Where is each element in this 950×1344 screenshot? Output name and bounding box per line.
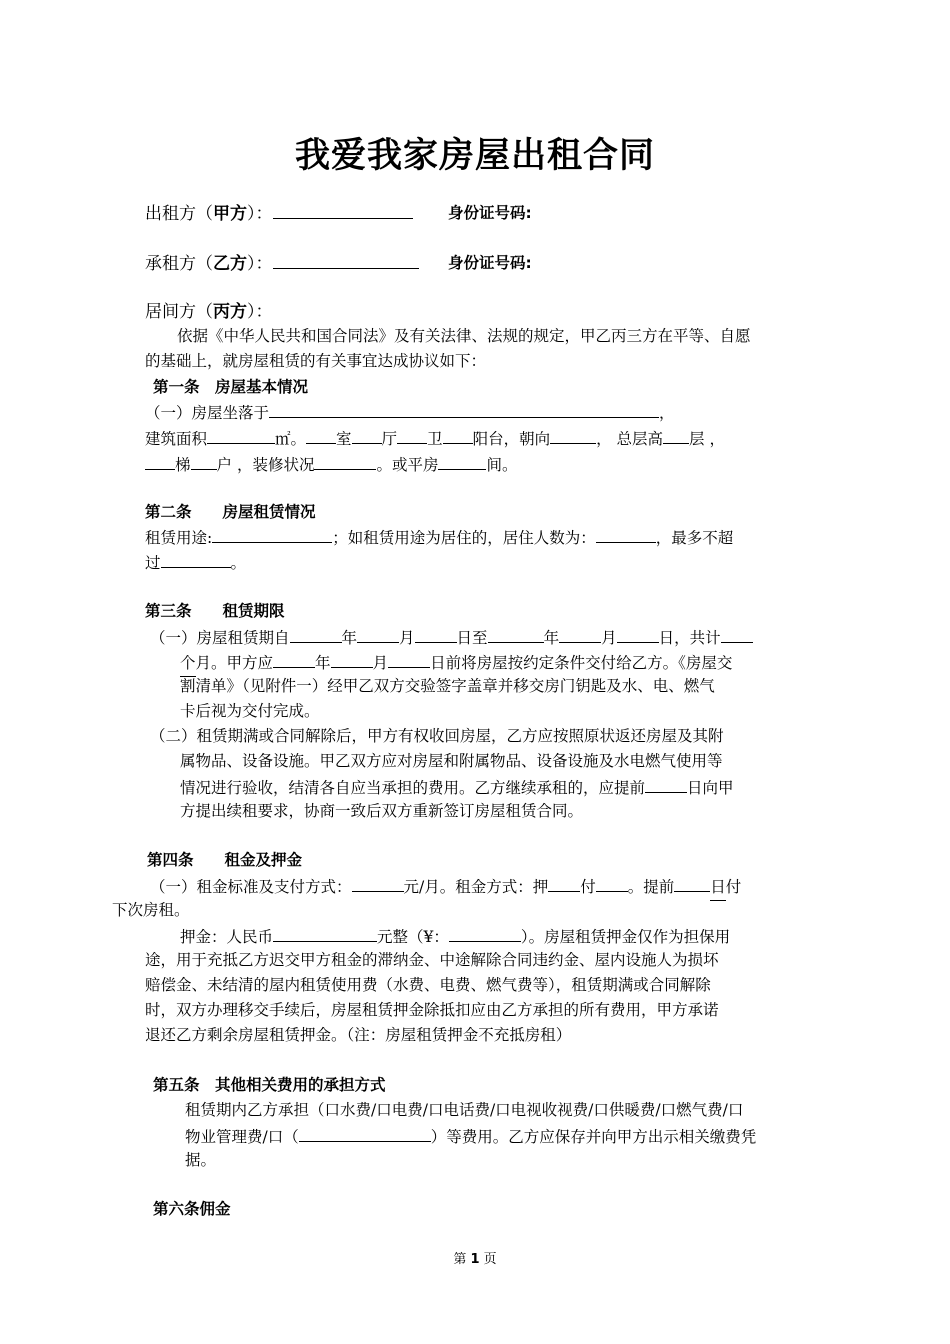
article-4-line-2: 下次房租。: [112, 901, 190, 919]
page-footer: 第 1 页: [453, 1252, 497, 1267]
deposit-figure-blank[interactable]: [449, 923, 521, 942]
units-blank[interactable]: [191, 451, 217, 470]
elevators-blank[interactable]: [145, 451, 175, 470]
start-year-blank[interactable]: [290, 624, 342, 643]
floors-blank[interactable]: [663, 425, 689, 444]
article-5-line-2: 物业管理费/口（ ）等费用。乙方应保存并向甲方出示相关缴费凭: [185, 1123, 756, 1150]
article-5-heading: 第五条 其他相关费用的承担方式: [153, 1076, 386, 1094]
end-day-blank[interactable]: [617, 624, 659, 643]
article-3-p1-line-1: （一）房屋租赁期自 年 月 日至 年 月 日，共计: [150, 624, 753, 651]
address-blank[interactable]: [269, 399, 659, 418]
article-4-line-6: 时，双方办理移交手续后，房屋租赁押金除抵扣应由乙方承担的所有费用，甲方承诺: [145, 1001, 719, 1019]
article-3-p1-line-3: 割清单》（见附件一）经甲乙双方交验签字盖章并移交房门钥匙及水、电、燃气: [180, 677, 715, 695]
baths-blank[interactable]: [397, 425, 427, 444]
area-blank[interactable]: [207, 425, 275, 444]
article-6-heading: 第六条佣金: [153, 1200, 231, 1218]
renewal-days-blank[interactable]: [645, 774, 687, 793]
article-2-line-2: 过 。: [145, 549, 246, 576]
article-4-heading: 第四条 租金及押金: [147, 851, 303, 869]
document-title: 我爱我家房屋出租合同: [294, 136, 655, 176]
intro-line-1: 依据《中华人民共和国合同法》及有关法律、法规的规定，甲乙丙三方在平等、自愿: [177, 327, 751, 345]
lessee-id-label: 身份证号码:: [448, 254, 532, 272]
article-3-p2-line-4: 方提出续租要求，协商一致后双方重新签订房屋租赁合同。: [180, 802, 584, 820]
lessor-id-label: 身份证号码:: [448, 204, 532, 222]
article-4-line-7: 退还乙方剩余房屋租赁押金。（注：房屋租赁押金不充抵房租）: [145, 1026, 572, 1044]
article-4-line-1: （一）租金标准及支付方式： 元/月。租金方式：押 付 。提前 日付: [150, 873, 741, 901]
delivery-year-blank[interactable]: [273, 649, 315, 668]
start-month-blank[interactable]: [357, 624, 399, 643]
start-day-blank[interactable]: [415, 624, 457, 643]
deposit-months-blank[interactable]: [548, 873, 580, 892]
pay-months-blank[interactable]: [596, 873, 628, 892]
delivery-month-blank[interactable]: [331, 649, 373, 668]
monthly-rent-blank[interactable]: [352, 873, 404, 892]
article-1-line-3: 梯 户 ，装修状况 。或平房 间。: [145, 451, 517, 478]
lessee-line: 承租方（乙方）：: [145, 250, 419, 277]
rooms-blank[interactable]: [306, 425, 336, 444]
article-4-line-5: 赔偿金、未结清的屋内租赁使用费（水费、电费、燃气费等），租赁期满或合同解除: [145, 976, 711, 994]
article-3-p1-line-4: 卡后视为交付完成。: [180, 702, 320, 720]
page-number: 1: [470, 1252, 480, 1267]
other-fees-blank[interactable]: [299, 1123, 431, 1142]
article-5-line-3: 据。: [185, 1151, 217, 1169]
end-year-blank[interactable]: [488, 624, 544, 643]
article-4-line-3: 押金：人民币 元整（¥： ）。房屋租赁押金仅作为担保用: [180, 923, 730, 950]
decoration-blank[interactable]: [314, 451, 376, 470]
advance-days-blank[interactable]: [674, 873, 710, 892]
balcony-blank[interactable]: [443, 425, 473, 444]
article-1-line-2: 建筑面积 ㎡。 室 厅 卫 阳台，朝向 ， 总层高 层 ，: [145, 425, 725, 452]
article-4-line-4: 途，用于充抵乙方迟交甲方租金的滞纳金、中途解除合同违约金、屋内设施人为损坏: [145, 951, 719, 969]
article-5-line-1: 租赁期内乙方承担（口水费/口电费/口电话费/口电视收视费/口供暖费/口燃气费/口: [185, 1101, 744, 1119]
article-3-p2-line-2: 属物品、设备设施。甲乙双方应对房屋和附属物品、设备设施及水电燃气使用等: [180, 752, 723, 770]
lessee-name-blank[interactable]: [273, 250, 419, 269]
end-month-blank[interactable]: [559, 624, 601, 643]
intro-line-2: 的基础上，就房屋租赁的有关事宜达成协议如下：: [145, 352, 487, 370]
usage-blank[interactable]: [212, 524, 332, 543]
delivery-day-blank[interactable]: [388, 649, 430, 668]
total-months-blank[interactable]: [721, 624, 753, 643]
orientation-blank[interactable]: [550, 425, 596, 444]
lessor-line: 出租方（甲方）：: [145, 200, 413, 227]
deposit-amount-blank[interactable]: [273, 923, 377, 942]
broker-line: 居间方（丙方）：: [145, 302, 273, 322]
max-occupants-blank[interactable]: [161, 549, 231, 568]
bungalow-rooms-blank[interactable]: [438, 451, 486, 470]
article-3-p2-line-3: 情况进行验收，结清各自应当承担的费用。乙方继续承租的，应提前 日向甲: [180, 774, 734, 801]
article-3-p2-line-1: （二）租赁期满或合同解除后，甲方有权收回房屋，乙方应按照原状返还房屋及其附: [150, 727, 724, 745]
lessor-name-blank[interactable]: [273, 200, 413, 219]
occupants-blank[interactable]: [596, 524, 656, 543]
halls-blank[interactable]: [352, 425, 382, 444]
article-3-heading: 第三条 租赁期限: [145, 602, 285, 620]
article-3-p1-line-2: 个月。甲方应 年 月 日前将房屋按约定条件交付给乙方。《房屋交: [180, 649, 732, 677]
article-2-line-1: 租赁用途: ；如租赁用途为居住的，居住人数为： ，最多不超: [145, 524, 733, 551]
article-1-heading: 第一条 房屋基本情况: [153, 378, 309, 396]
article-1-line-1: （一）房屋坐落于 ，: [145, 399, 675, 426]
article-2-heading: 第二条 房屋租赁情况: [145, 503, 316, 521]
